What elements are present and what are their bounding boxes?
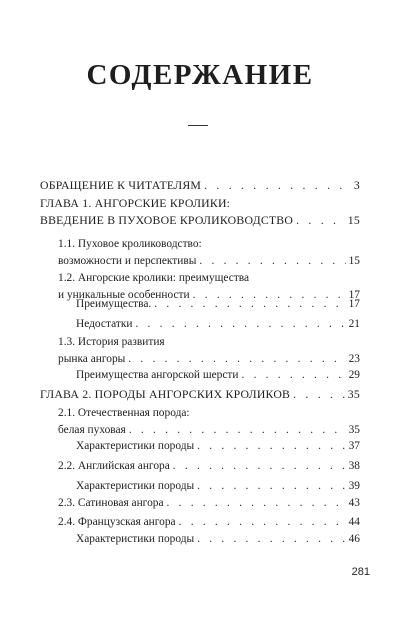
toc-entry-page: 39 — [348, 480, 360, 492]
toc-entry-section-1-1[interactable] — [58, 236, 360, 270]
toc-leader-dots — [199, 253, 345, 270]
toc-entry-title: Характеристики породы — [76, 480, 195, 492]
toc-entry-chapter-2[interactable] — [40, 386, 360, 403]
toc-entry-angora-wool-advantages[interactable] — [76, 367, 360, 384]
toc-entry-section-2-2[interactable] — [58, 458, 360, 475]
toc-leader-dots — [167, 495, 346, 512]
toc-entry-title: ВВЕДЕНИЕ В ПУХОВОЕ КРОЛИКОВОДСТВО — [40, 213, 294, 227]
toc-leader-dots — [197, 478, 345, 495]
toc-leader-dots — [241, 367, 345, 384]
toc-entry-title: Преимущества ангорской шерсти — [76, 369, 239, 381]
toc-entry-title: Характеристики породы — [76, 440, 195, 452]
toc-leader-dots — [197, 531, 345, 548]
toc-entry-page: 17 — [348, 298, 360, 310]
toc-entry-title: 2.4. Французская ангора — [58, 516, 176, 528]
toc-entry-page: 46 — [348, 533, 360, 545]
toc-leader-dots — [296, 212, 345, 229]
toc-entry-title: Недостатки — [76, 318, 133, 330]
toc-entry-title: 2.3. Сатиновая ангора — [58, 497, 164, 509]
toc-entry-page: 3 — [353, 178, 360, 192]
toc-entry-breed-characteristics[interactable] — [76, 438, 360, 455]
toc-leader-dots — [293, 386, 345, 403]
toc-entry-disadvantages[interactable] — [76, 316, 360, 333]
toc-leader-dots — [173, 458, 346, 475]
toc-entry-section-2-4[interactable] — [58, 514, 360, 531]
toc-entry-page: 21 — [348, 318, 360, 330]
toc-leader-dots — [154, 296, 345, 313]
toc-entry-breed-characteristics[interactable] — [76, 531, 360, 548]
toc-entry-page: 35 — [347, 387, 360, 401]
toc-leader-dots — [197, 438, 345, 455]
toc-entry-page: 23 — [348, 353, 360, 365]
toc-leader-dots — [135, 316, 345, 333]
toc-entry-title: Характеристики породы — [76, 533, 195, 545]
toc-entry-title: ОБРАЩЕНИЕ К ЧИТАТЕЛЯМ — [40, 178, 202, 192]
toc-entry-title: Преимущества. — [76, 298, 152, 310]
toc-entry-section-2-3[interactable] — [58, 495, 360, 512]
toc-entry-title: возможности и перспективы — [58, 255, 197, 267]
toc-entry-page: 43 — [348, 497, 360, 509]
toc-entry-page: 15 — [347, 213, 360, 227]
toc-entry-page: 37 — [348, 440, 360, 452]
toc-entry-page: 17 — [348, 289, 360, 301]
page-number: 281 — [351, 566, 370, 578]
toc-entry-page: 29 — [348, 369, 360, 381]
toc-entry-title: 2.1. Отечественная порода: — [58, 407, 190, 419]
toc-leader-dots — [179, 514, 346, 531]
toc-entry-title: и уникальные особенности — [58, 289, 190, 301]
toc-entry-page: 38 — [348, 460, 360, 472]
toc-entry-chapter-1[interactable] — [40, 195, 360, 229]
toc-entry-title: ГЛАВА 1. АНГОРСКИЕ КРОЛИКИ: — [40, 196, 231, 210]
toc-entry-title: 2.2. Английская ангора — [58, 460, 170, 472]
toc-leader-dots — [204, 177, 351, 194]
toc-entry-section-1-3[interactable] — [58, 334, 360, 368]
toc-entry-page: 15 — [348, 255, 360, 267]
toc-entry-title: 1.2. Ангорские кролики: преимущества — [58, 272, 250, 284]
toc-entry-title: белая пуховая — [58, 424, 126, 436]
toc-entry-page: 44 — [348, 516, 360, 528]
toc-entry-title: рынка ангоры — [58, 353, 126, 365]
toc-entry-title: ГЛАВА 2. ПОРОДЫ АНГОРСКИХ КРОЛИКОВ — [40, 387, 291, 401]
toc-entry-address-to-readers[interactable] — [40, 177, 360, 194]
toc-entry-breed-characteristics[interactable] — [76, 478, 360, 495]
page-title: СОДЕРЖАНИЕ — [86, 59, 314, 91]
toc-leader-dots — [128, 351, 345, 368]
toc-entry-page: 35 — [348, 424, 360, 436]
toc-entry-section-2-1[interactable] — [58, 405, 360, 439]
toc-entry-title: 1.3. История развития — [58, 336, 165, 348]
toc-entry-advantages[interactable] — [76, 296, 360, 313]
toc-entry-title: 1.1. Пуховое кролиководство: — [58, 238, 202, 250]
toc-leader-dots — [129, 422, 346, 439]
